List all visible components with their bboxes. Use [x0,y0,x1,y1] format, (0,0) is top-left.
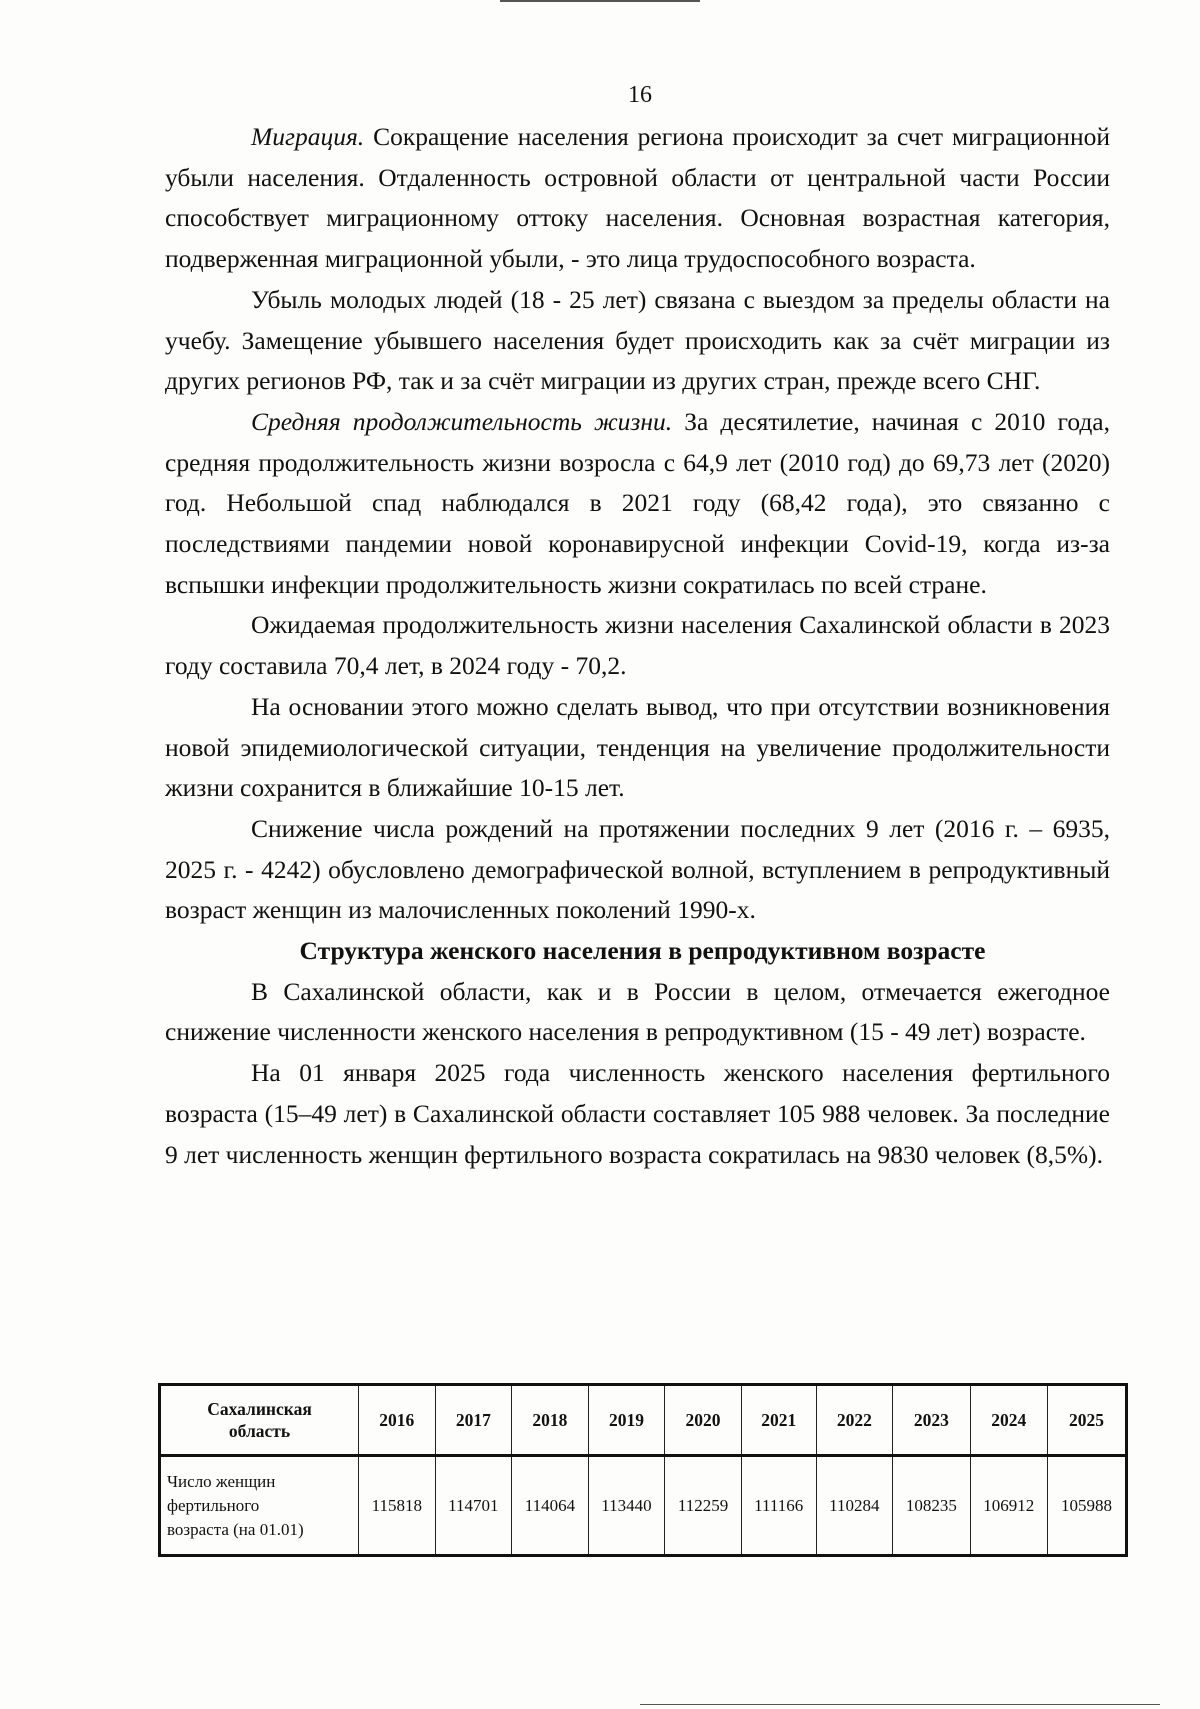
table-cell: 114064 [512,1456,589,1556]
table-header-year: 2024 [970,1385,1047,1456]
table-cell: 115818 [359,1456,436,1556]
paragraph-migration [165,117,1110,280]
paragraph-female-count [165,1053,1110,1175]
header-label-line: область [228,1421,291,1441]
paragraph-text: Сокращение населения региона происходит за счет миграционной убыли населения. Отдаленность островной области от центральной части России способствует миграционному оттоку населения. Основная возрастная категория, подверженная миграционной убыли, - это лица трудоспособного возраста. [165,122,1110,274]
paragraph-text: На 01 января 2025 года численность женского населения фертильного возраста (15–49 лет) в Сахалинской области составляет 105 988 человек. За последние 9 лет численность женщин фертильного возраста сократилась на 9830 человек (8,5%). [165,1058,1110,1169]
table-cell: 105988 [1048,1456,1127,1556]
table-header-year: 2020 [665,1385,742,1456]
scan-artifact-bottom [640,1704,1160,1705]
paragraph-text: Снижение числа рождений на протяжении последних 9 лет (2016 г. – 6935, 2025 г. - 4242) обусловлено демографической волной, вступлением в репродуктивный возраст женщин из малочисленных поколений 1990-х. [165,813,1110,925]
table-header-year: 2025 [1048,1385,1127,1456]
table-header-year: 2019 [588,1385,665,1456]
table-header-region [160,1385,359,1456]
table-header-year: 2022 [816,1385,893,1456]
row-label-line: фертильного [167,1495,260,1515]
paragraph-births [165,809,1110,931]
page-number: 16 [628,82,652,108]
table-cell: 108235 [893,1456,970,1556]
table-row-label [160,1456,359,1556]
table-header-row [160,1385,1127,1456]
paragraph-lead: Средняя продолжительность жизни. [251,406,673,436]
table-header-year: 2018 [512,1385,589,1456]
paragraph-lead: Миграция. [251,122,365,151]
fertile-women-table [158,1383,1128,1557]
section-heading: Структура женского населения в репродуктивном возрасте [299,936,986,966]
paragraph-text: В Сахалинской области, как и в России в целом, отмечается ежегодное снижение численности женского населения в репродуктивном (15 - 49 лет) возрасте. [165,976,1110,1047]
scan-artifact-top [500,0,700,2]
table-cell: 114701 [435,1456,512,1556]
paragraph-expected-life [165,605,1110,686]
row-label-line: Число женщин [167,1471,276,1491]
paragraph-life-expectancy [165,402,1110,606]
paragraph-text: За десятилетие, начиная с 2010 года, средняя продолжительность жизни возросла с 64,9 лет (2010 год) до 69,73 лет (2020) год. Небольшой спад наблюдался в 2021 году (68,42 года), это связанно с последствиями пандемии новой коронавирусной инфекции Covid-19, когда из-за вспышки инфекции продолжительность жизни сократилась по всей стране. [165,406,1111,599]
paragraph-text: Ожидаемая продолжительность жизни населения Сахалинской области в 2023 году составила 70,4 лет, в 2024 году - 70,2. [165,610,1110,681]
table-cell: 112259 [665,1456,742,1556]
paragraph-conclusion [165,687,1110,809]
table-cell: 111166 [741,1456,816,1556]
table-header-year: 2023 [893,1385,970,1456]
header-label-line: Сахалинская [207,1399,312,1419]
table-header-year: 2021 [741,1385,816,1456]
row-label-line: возраста (на 01.01) [167,1519,304,1539]
table-cell: 113440 [588,1456,665,1556]
table-cell: 110284 [816,1456,893,1556]
table-header-year: 2016 [359,1385,436,1456]
paragraph-youth-outflow [165,280,1110,402]
paragraph-text: Убыль молодых людей (18 - 25 лет) связана с выездом за пределы области на учебу. Замещение убывшего населения будет происходить как за счёт миграции из других регионов РФ, так и за счёт миграции из других стран, прежде всего СНГ. [165,284,1110,396]
paragraph-text: На основании этого можно сделать вывод, что при отсутствии возникновения новой эпидемиологической ситуации, тенденция на увеличение продолжительности жизни сохранится в ближайшие 10-15 лет. [165,691,1110,803]
paragraph-female-decline [165,972,1110,1053]
table-cell: 106912 [970,1456,1047,1556]
table-header-year: 2017 [435,1385,512,1456]
table-row [160,1456,1127,1556]
body-text [165,117,1110,1175]
